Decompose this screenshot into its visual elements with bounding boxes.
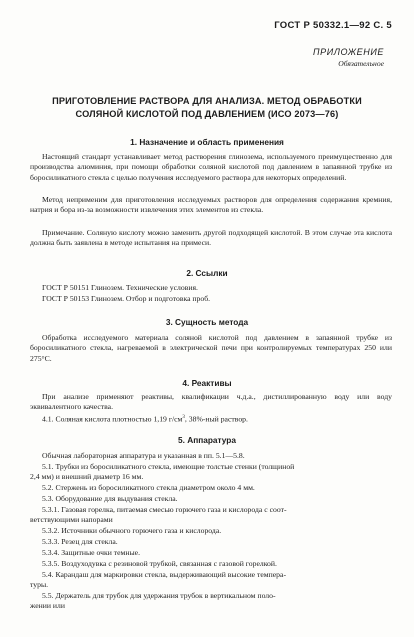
section-4-heading: 4. Реактивы xyxy=(182,378,232,388)
section-3-heading: 3. Сущность метода xyxy=(165,317,249,327)
section-4-paragraph: При анализе применяют реактивы, квалификации ч.д.а., дистиллированную воду или воду эквивалентного качества. xyxy=(30,392,392,412)
section-2-heading: 2. Ссылки xyxy=(186,268,228,278)
standard-code: ГОСТ Р 50332.1—92 С. 5 xyxy=(274,20,392,31)
document-title xyxy=(20,95,394,121)
item-5-3-1-line-1: 5.3.1. Газовая горелка, питаемая смесью горючего газа и кислорода с соот- xyxy=(42,505,287,514)
item-5-3-1-line-2: ветствующими напорами xyxy=(30,515,113,524)
title-line-1: ПРИГОТОВЛЕНИЕ РАСТВОРА ДЛЯ АНАЛИЗА. МЕТОД ОБРАБОТКИ xyxy=(52,96,362,106)
reference-2: ГОСТ Р 50153 Глинозем. Отбор и подготовка проб. xyxy=(42,294,211,303)
item-5-1-line-2: 2,4 мм) и внешний диаметр 16 мм. xyxy=(30,472,144,481)
item-5-4-line-2: туры. xyxy=(30,580,49,589)
section-3-paragraph: Обработка исследуемого материала соляной кислотой под давлением в запаянной трубке из боросиликатного стекла, нагреваемой в электрической печи при контролируемых температурах 250 или 275°С. xyxy=(30,333,392,363)
section-5-heading: 5. Аппаратура xyxy=(178,435,236,445)
item-5-4-line-1: 5.4. Карандаш для маркировки стекла, выдерживающий высокие темпера- xyxy=(42,570,286,579)
item-5-5-line-1: 5.5. Держатель для трубок для удержания трубок в вертикальном поло- xyxy=(42,591,276,600)
item-5-3-4: 5.3.4. Защитные очки темные. xyxy=(42,548,141,557)
item-5-1-line-1: 5.1. Трубки из боросиликатного стекла, имеющие толстые стенки (толщиной xyxy=(42,462,295,471)
appendix-block xyxy=(313,47,384,68)
appendix-note: Обязательное xyxy=(338,59,384,68)
item-5-5-line-2: жении или xyxy=(30,601,65,610)
item-5-3-3: 5.3.3. Резец для стекла. xyxy=(42,537,118,546)
item-5-2: 5.2. Стержень из боросиликатного стекла диаметром около 4 мм. xyxy=(42,483,255,492)
item-5-3-5: 5.3.5. Воздуходувка с резиновой трубкой, связанная с газовой горелкой. xyxy=(42,559,277,568)
section-1-note: Примечание. Соляную кислоту можно заменить другой подходящей кислотой. В этом случае эта кислота должна быть заявлена в методе испытания на примеси. xyxy=(30,228,392,248)
section-1-paragraph-2: Метод неприменим для приготовления исследуемых растворов для определения содержания кремния, натрия и бора из-за возможности извлечения этих элементов из стекла. xyxy=(30,195,392,215)
section-1-paragraph-1: Настоящий стандарт устанавливает метод растворения глинозема, используемого преимущественно для производства алюминия, при помощи обработки соляной кислотой под давлением в запаянной трубке из боросиликатного стекла с целью получения исследуемого раствора для некоторых определений. xyxy=(30,152,392,182)
item-5-3-2: 5.3.2. Источники обычного горючего газа и кислорода. xyxy=(42,526,222,535)
appendix-label: ПРИЛОЖЕНИЕ xyxy=(312,47,384,57)
section-1-heading: 1. Назначение и область применения xyxy=(130,137,284,147)
item-5-3: 5.3. Оборудование для выдувания стекла. xyxy=(42,494,178,503)
section-5-intro: Обычная лабораторная аппаратура и указанная в пп. 5.1—5.8. xyxy=(42,451,245,460)
title-line-2: СОЛЯНОЙ КИСЛОТОЙ ПОД ДАВЛЕНИЕМ (ИСО 2073—76) xyxy=(75,109,339,119)
item-4-1: 4.1. Соляная кислота плотностью 1,19 $г/см^3$, 38%-ный раствор. xyxy=(42,414,248,424)
reference-1: ГОСТ Р 50151 Глинозем. Технические условия. xyxy=(42,283,198,292)
